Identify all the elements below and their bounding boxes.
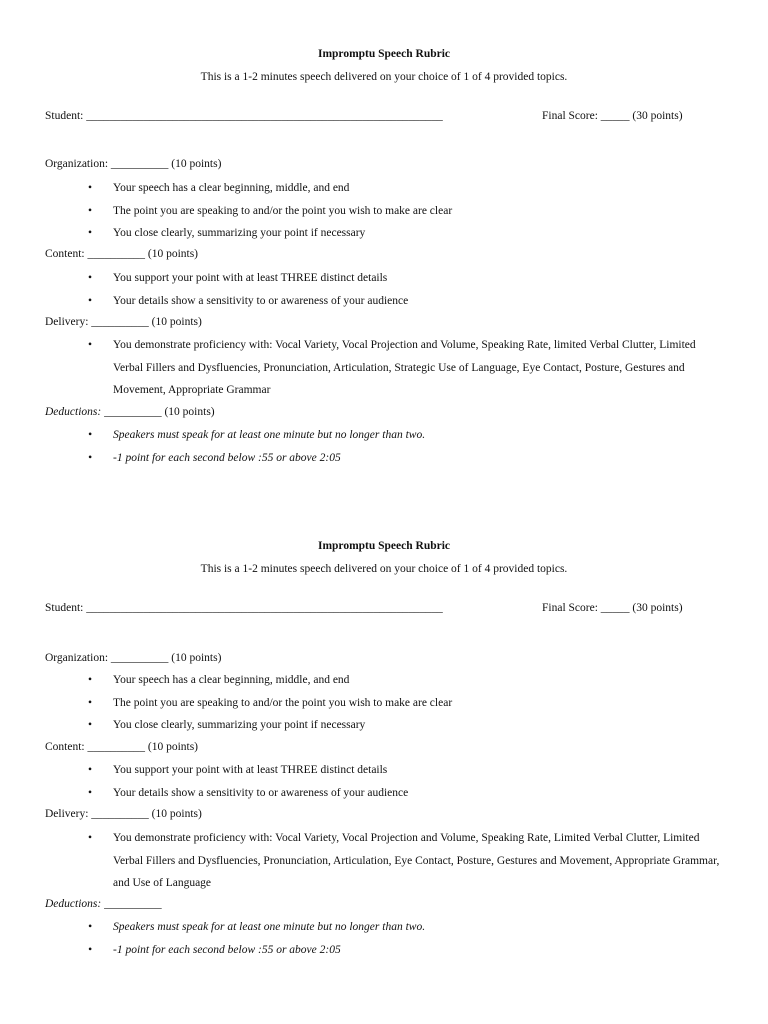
deductions-blank: __________ (101, 898, 162, 910)
list-item: • Your details show a sensitivity to or awareness of your audience (88, 290, 728, 313)
student-row (0, 108, 768, 125)
deductions-blank: __________ (10 points) (101, 406, 215, 418)
content-heading: Content: __________ (10 points) (45, 248, 199, 260)
bullet-icon: • (88, 339, 93, 351)
bullet-icon: • (88, 832, 93, 844)
content-list (88, 759, 728, 804)
organization-list (88, 669, 728, 737)
student-line: Student: ______________________________________________________________ (45, 110, 443, 122)
rubric-title: Impromptu Speech Rubric (317, 48, 451, 60)
list-item: • Speakers must speak for at least one minute but no longer than two. (88, 916, 728, 939)
deductions-list (88, 424, 728, 469)
bullet-icon: • (88, 227, 93, 240)
delivery-list (88, 827, 728, 895)
list-item: • -1 point for each second below :55 or above 2:05 (88, 939, 728, 962)
delivery-heading: Delivery: __________ (10 points) (45, 316, 202, 328)
list-item: • Your speech has a clear beginning, middle, and end (88, 669, 728, 692)
final-score: Final Score: _____ (30 points) (542, 602, 683, 614)
list-item: • You demonstrate proficiency with: Vocal Variety, Vocal Projection and Volume, Speaking Rate, limited Verbal Clutter, Limited Verbal Fillers and Dysfluencies, Pronunciation, Articulation, Strategic Use of Language, Eye Contact, Posture, Gestures and Movement, Appropriate Grammar (88, 334, 728, 402)
deductions-label: Deductions: (45, 898, 102, 910)
delivery-list (88, 334, 728, 402)
organization-heading: Organization: __________ (10 points) (45, 652, 222, 664)
content-list (88, 267, 728, 312)
bullet-icon: • (88, 943, 93, 956)
organization-heading: Organization: __________ (10 points) (45, 158, 222, 170)
bullet-icon: • (88, 921, 93, 933)
bullet-icon: • (88, 696, 93, 709)
list-item: • You demonstrate proficiency with: Vocal Variety, Vocal Projection and Volume, Speaking Rate, Limited Verbal Clutter, Limited Verbal Fillers and Dysfluencies, Pronunciation, Articulation, Eye Contact, Posture, Gestures and Movement, Appropriate Grammar, and Use of Language (88, 827, 728, 895)
list-item: • You support your point with at least THREE distinct details (88, 759, 728, 782)
student-line: Student: ______________________________________________________________ (45, 602, 443, 614)
bullet-icon: • (88, 272, 93, 284)
student-row (0, 600, 768, 617)
final-score: Final Score: _____ (30 points) (542, 110, 683, 122)
rubric-1 (0, 46, 768, 464)
bullet-icon: • (88, 204, 93, 217)
list-item: • Your speech has a clear beginning, middle, and end (88, 177, 728, 200)
list-item: • -1 point for each second below :55 or above 2:05 (88, 447, 728, 470)
list-item: • The point you are speaking to and/or the point you wish to make are clear (88, 200, 728, 223)
rubric-2 (0, 538, 768, 956)
bullet-icon: • (88, 786, 93, 799)
bullet-icon: • (88, 719, 93, 732)
bullet-icon: • (88, 451, 93, 464)
deductions-list (88, 916, 728, 961)
bullet-icon: • (88, 674, 93, 686)
deductions-heading (45, 404, 215, 421)
content-heading: Content: __________ (10 points) (45, 741, 199, 753)
list-item: • The point you are speaking to and/or the point you wish to make are clear (88, 692, 728, 715)
rubric-subtitle: This is a 1-2 minutes speech delivered on your choice of 1 of 4 provided topics. (200, 563, 568, 575)
organization-list (88, 177, 728, 245)
rubric-title: Impromptu Speech Rubric (317, 540, 451, 552)
deductions-heading (45, 896, 162, 913)
bullet-icon: • (88, 294, 93, 307)
deductions-label: Deductions: (45, 406, 102, 418)
bullet-icon: • (88, 429, 93, 441)
list-item: • Your details show a sensitivity to or awareness of your audience (88, 782, 728, 805)
list-item: • You close clearly, summarizing your point if necessary (88, 714, 728, 737)
list-item: • You close clearly, summarizing your point if necessary (88, 222, 728, 245)
bullet-icon: • (88, 764, 93, 776)
delivery-heading: Delivery: __________ (10 points) (45, 808, 202, 820)
list-item: • You support your point with at least THREE distinct details (88, 267, 728, 290)
bullet-icon: • (88, 182, 93, 194)
rubric-subtitle: This is a 1-2 minutes speech delivered on your choice of 1 of 4 provided topics. (200, 71, 568, 83)
list-item: • Speakers must speak for at least one minute but no longer than two. (88, 424, 728, 447)
